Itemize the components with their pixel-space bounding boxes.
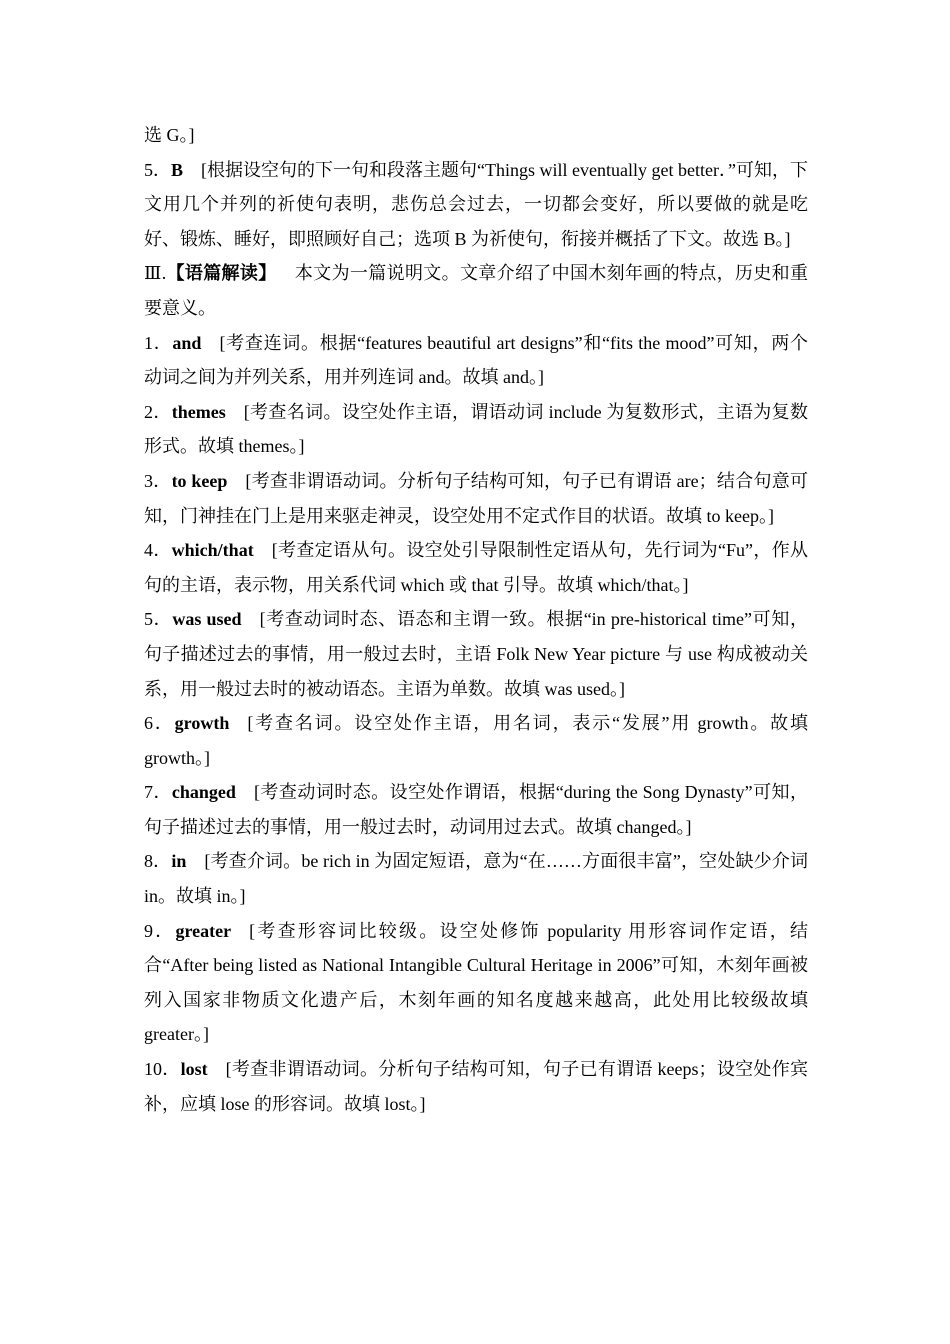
item-answer: and: [172, 332, 202, 353]
item-number: 7．: [144, 782, 172, 803]
answer-item: [144, 533, 808, 602]
item-number: 9．: [144, 920, 176, 941]
section-summary: 本文为一篇说明文。文章介绍了中国木刻年画的特点，历史和重要意义。: [144, 263, 809, 318]
item-answer: to keep: [171, 470, 228, 491]
section-header: [144, 256, 808, 325]
item-explanation: [考查定语从句。设空处引导限制性定语从句，先行词为“Fu”，作从句的主语，表示物，用关系代词 which 或 that 引导。故填 which/that。]: [144, 540, 809, 595]
answer-item: [144, 844, 808, 913]
answer-item: [144, 153, 808, 257]
item-explanation: [考查非谓语动词。分析句子结构可知，句子已有谓语 keeps；设空处作宾补，应填 lose 的形容词。故填 lost。]: [144, 1059, 809, 1114]
item-explanation: [考查形容词比较级。设空处修饰 popularity 用形容词作定语，结合“After being listed as National Intangible Cultural Heritage in 2006”可知，木刻年画被列入国家非物质文化遗产后，木刻年画的知名度越来越高，此处用比较级故填 greater。]: [144, 920, 809, 1045]
item-answer: B: [171, 159, 184, 180]
answer-item: [144, 914, 808, 1052]
answer-item: [144, 602, 808, 706]
item-number: 6．: [144, 713, 175, 734]
item-number: 2．: [144, 401, 172, 422]
item-answer: changed: [171, 782, 236, 803]
item-number: 1．: [144, 332, 173, 353]
answer-item: [144, 775, 808, 844]
item-number: 8．: [144, 851, 172, 872]
item-answer: lost: [180, 1059, 208, 1080]
item-explanation: [考查介词。be rich in 为固定短语，意为“在……方面很丰富”，空处缺少介词 in。故填 in。]: [144, 851, 808, 907]
item-explanation: [考查非谓语动词。分析句子结构可知，句子已有谓语 are；结合句意可知，门神挂在门上是用来驱走神灵，设空处用不定式作目的状语。故填 to keep。]: [144, 470, 809, 526]
section-number: Ⅲ.: [144, 263, 167, 284]
continuation-text: 选 G。]: [144, 125, 195, 145]
item-number: 5．: [144, 159, 172, 180]
section-title: 【语篇解读】: [166, 263, 277, 284]
item-answer: was used: [172, 609, 242, 630]
item-number: 10．: [144, 1059, 181, 1080]
item-number: 5．: [144, 609, 173, 630]
answer-item: [144, 1052, 808, 1121]
item-explanation: [考查连词。根据“features beautiful art designs”和“fits the mood”可知，两个动词之间为并列关系，用并列连词 and。故填 and。]: [144, 332, 808, 388]
item-explanation: [考查动词时态、语态和主谓一致。根据“in pre-historical time”可知，句子描述过去的事情，用一般过去时，主语 Folk New Year picture 与 use 构成被动关系，用一般过去时的被动语态。主语为单数。故填 was used。]: [144, 609, 808, 699]
answer-item: [144, 706, 808, 775]
item-explanation: [根据设空句的下一句和段落主题句“Things will eventually get better．”可知，下文用几个并列的祈使句表明，悲伤总会过去，一切都会变好，所以要做的就是吃好、锻炼、睡好，即照顾好自己；选项 B 为祈使句，衔接并概括了下文。故选 B。]: [144, 159, 808, 249]
item-number: 3．: [144, 470, 172, 491]
item-answer: greater: [175, 920, 232, 941]
item-explanation: [考查名词。设空处作主语，用名词，表示“发展”用 growth。故填 growth。]: [144, 713, 809, 768]
item-explanation: [考查名词。设空处作主语，谓语动词 include 为复数形式，主语为复数形式。故填 themes。]: [144, 401, 808, 457]
answer-key-page: [144, 118, 808, 1121]
item-number: 4．: [144, 540, 172, 561]
item-answer: themes: [171, 401, 226, 422]
answer-item: [144, 326, 808, 395]
item-answer: growth: [174, 713, 230, 734]
item-answer: in: [171, 851, 187, 872]
answer-item: [144, 395, 808, 464]
answer-item: [144, 464, 808, 533]
item-explanation: [考查动词时态。设空处作谓语，根据“during the Song Dynasty”可知，句子描述过去的事情，用一般过去时，动词用过去式。故填 changed。]: [144, 782, 808, 837]
item-answer: which/that: [171, 540, 254, 561]
